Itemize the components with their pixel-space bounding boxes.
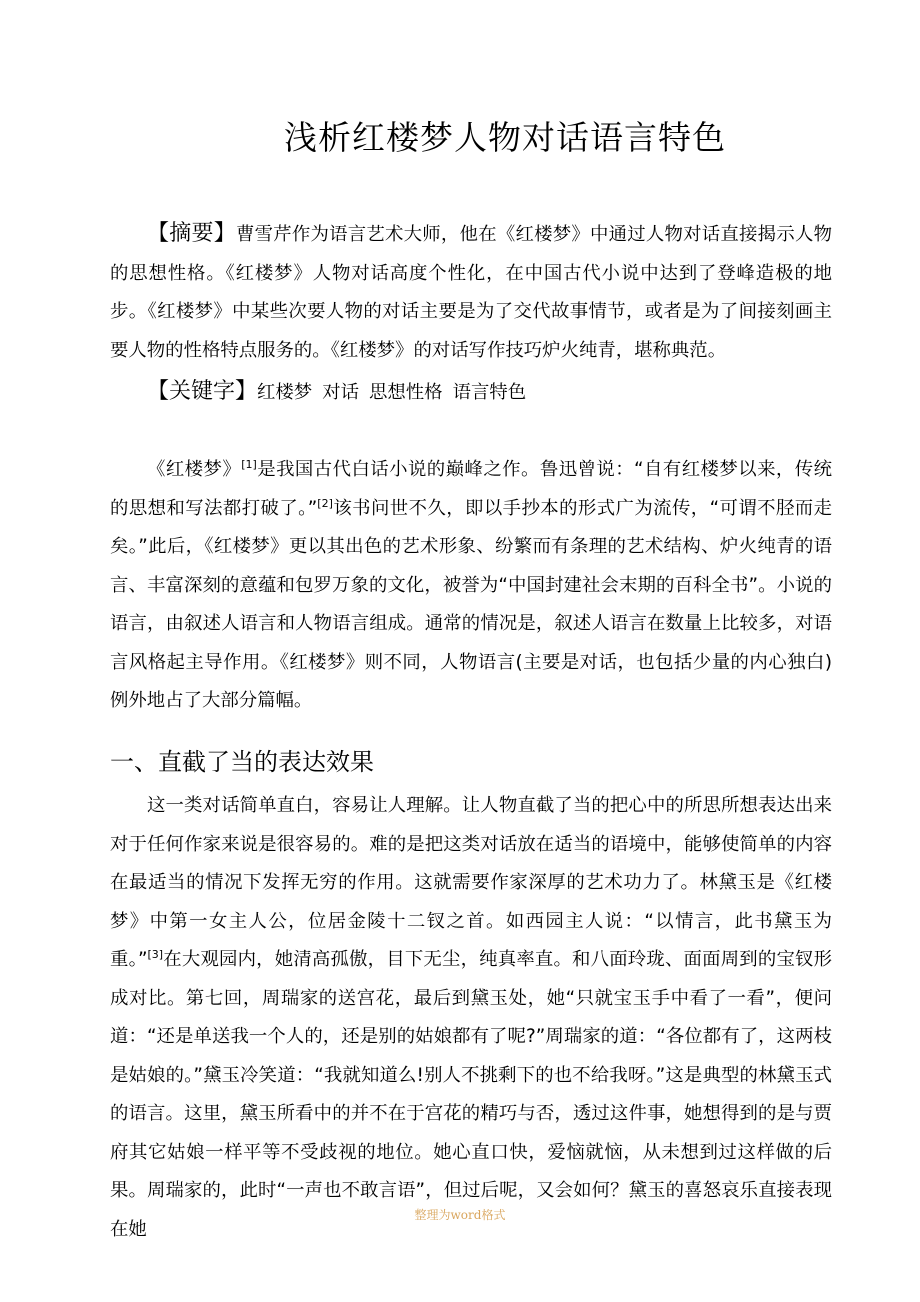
- keywords-label: 【关键字】: [147, 379, 258, 404]
- intro-section: [110, 451, 832, 721]
- intro-text-1: 《红楼梦》: [147, 459, 242, 480]
- citation-2: [2]: [317, 496, 333, 510]
- document-title: 浅析红楼梦人物对话语言特色: [284, 118, 726, 157]
- section-heading: 一、直截了当的表达效果: [110, 748, 374, 776]
- section1-text-1: 这一类对话简单直白，容易让人理解。让人物直截了当的把心中的所思所想表达出来对于任何作家来说是很容易的。难的是把这类对话放在适当的语境中，能够使简单的内容在最适当的情况下发挥无穷的作用。这就需要作家深厚的艺术功力了。林黛玉是《红楼梦》中第一女主人公，位居金陵十二钗之首。如西园主人说：“以情言，此书黛玉为重。”: [110, 795, 832, 970]
- intro-text-2: 是我国古代白话小说的巅峰之作。鲁迅曾说：“自有红楼梦以来，传统的思想和写法都打破了。”: [110, 459, 832, 519]
- intro-text-3: 该书问世不久，即以手抄本的形式广为流传，“可谓不胫而走矣。”此后，《红楼梦》更以其出色的艺术形象、纷繁而有条理的艺术结构、炉火纯青的语言、丰富深刻的意蕴和包罗万象的文化，被誉为“中国封建社会末期的百科全书”。小说的语言，由叙述人语言和人物语言组成。通常的情况是，叙述人语言在数量上比较多，对语言风格起主导作用。《红楼梦》则不同，人物语言(主要是对话，也包括少量的内心独白)例外地占了大部分篇幅。: [110, 497, 833, 711]
- abstract-paragraph: [110, 215, 832, 370]
- keywords-section: [147, 373, 536, 412]
- page-footer: 整理为word格式: [414, 1208, 506, 1222]
- keyword-item: 语言特色: [452, 382, 527, 403]
- intro-paragraph: [110, 451, 832, 721]
- citation-3: [3]: [147, 947, 164, 961]
- keyword-item: 红楼梦: [257, 382, 313, 403]
- citation-1: [1]: [241, 457, 257, 471]
- keyword-item: 思想性格: [369, 382, 443, 403]
- keyword-item: 对话: [322, 382, 359, 403]
- section1-body: [110, 787, 832, 1249]
- abstract-label: 【摘要】: [147, 221, 236, 246]
- abstract-text: 曹雪芹作为语言艺术大师，他在《红楼梦》中通过人物对话直接揭示人物的思想性格。《红楼梦》人物对话高度个性化，在中国古代小说中达到了登峰造极的地步。《红楼梦》中某些次要人物的对话主要是为了交代故事情节，或者是为了间接刻画主要人物的性格特点服务的。《红楼梦》的对话写作技巧炉火纯青，堪称典范。: [110, 224, 832, 361]
- section1-text-2: 在大观园内，她清高孤傲，目下无尘，纯真率直。和八面玲珑、面面周到的宝钗形成对比。第七回，周瑞家的送宫花，最后到黛玉处，她“只就宝玉手中看了一看”，便问道：“还是单送我一个人的，还是别的姑娘都有了呢?”周瑞家的道：“各位都有了，这两枝是姑娘的。”黛玉冷笑道：“我就知道么!别人不挑剩下的也不给我呀。”这是典型的林黛玉式的语言。这里，黛玉所看中的并不在于宫花的精巧与否，透过这件事，她想得到的是与贾府其它姑娘一样平等不受歧视的地位。她心直口快，爱恼就恼，从未想到过这样做的后果。周瑞家的，此时“一声也不敢言语”，但过后呢，又会如何？黛玉的喜怒哀乐直接表现在她: [110, 949, 832, 1240]
- abstract-section: [110, 215, 832, 370]
- section1-paragraph: [110, 787, 832, 1249]
